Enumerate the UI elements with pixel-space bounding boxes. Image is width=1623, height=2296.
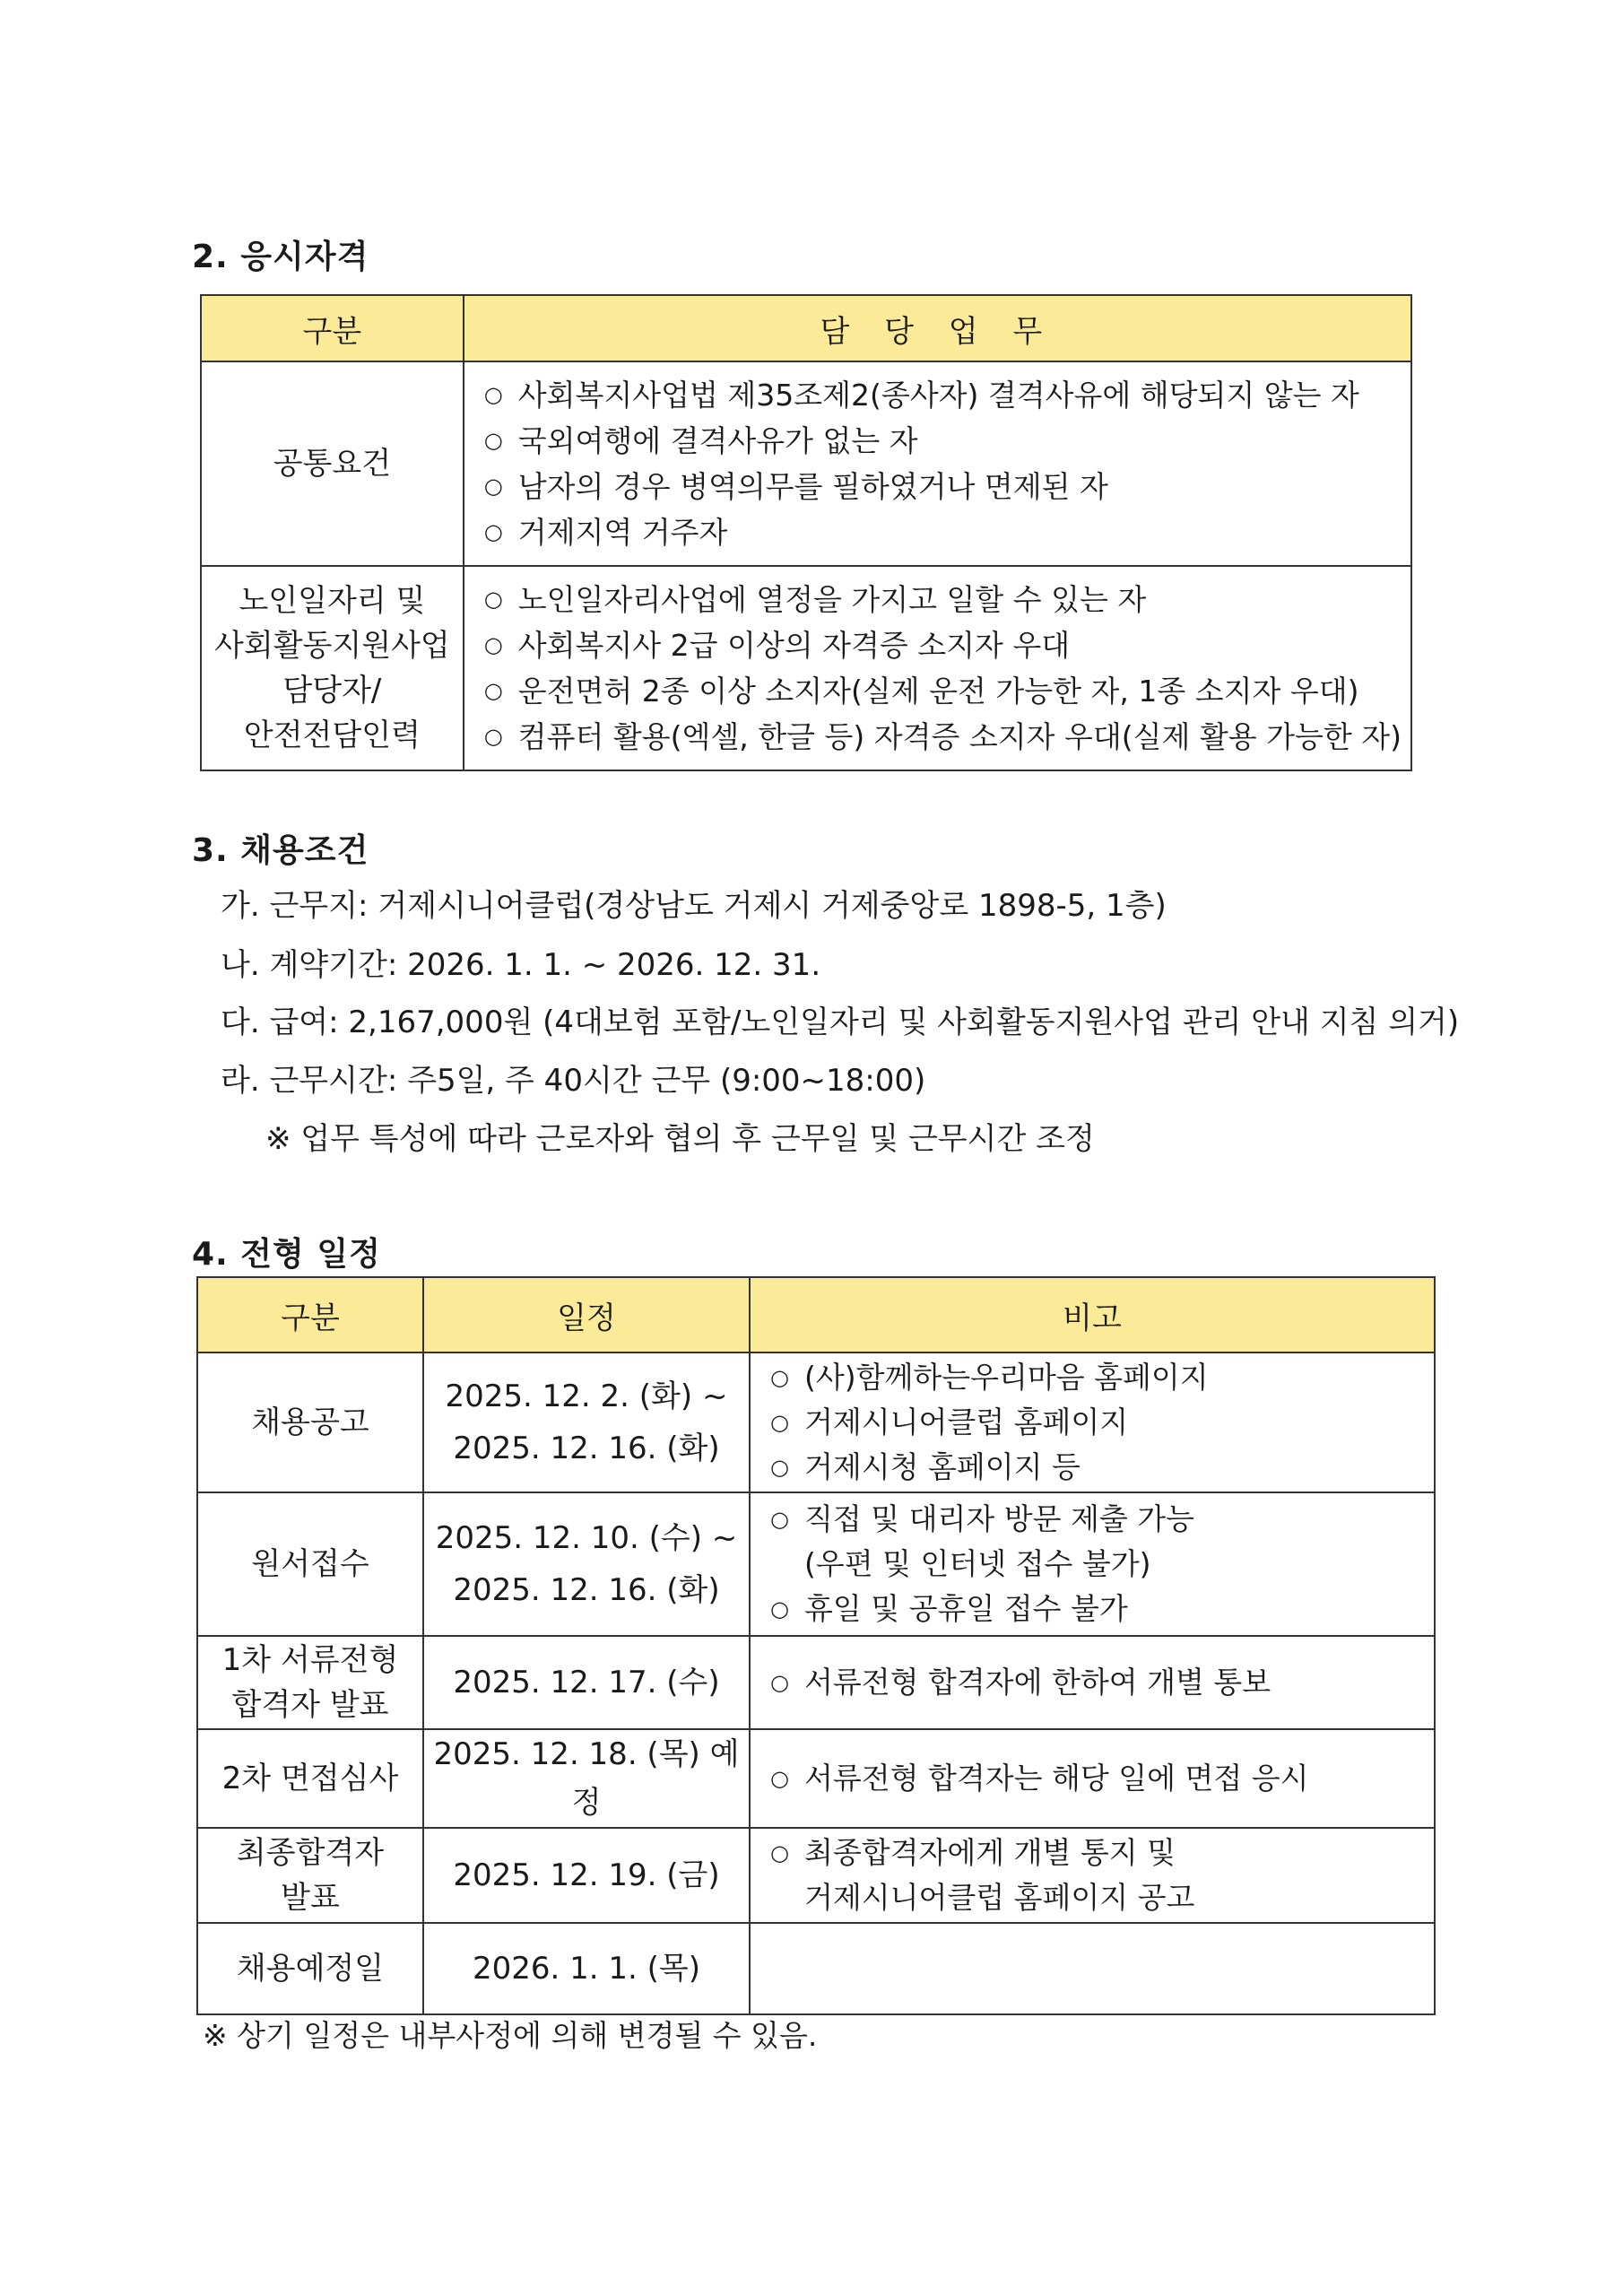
duties-cell xyxy=(464,566,1411,770)
table-row xyxy=(197,1492,1435,1636)
list-item: ○ 거제시니어클럽 홈페이지 xyxy=(770,1400,1425,1445)
schedule-cell: 2025. 12. 17. (수) xyxy=(423,1636,750,1729)
section-2-heading: 2. 응시자격 xyxy=(192,239,369,275)
schedule-cell xyxy=(423,1352,750,1492)
notes-cell xyxy=(750,1828,1435,1923)
category-cell: 2차 면접심사 xyxy=(197,1729,423,1828)
list-item: 거제시니어클럽 홈페이지 공고 xyxy=(804,1880,1195,1915)
category-cell xyxy=(197,1828,423,1923)
category-label: 1차 서류전형 xyxy=(221,1642,399,1678)
table-row xyxy=(197,1729,1435,1828)
header-schedule: 일정 xyxy=(423,1277,750,1352)
schedule-footnote: ※ 상기 일정은 내부사정에 의해 변경될 수 있음. xyxy=(203,2018,818,2053)
category-cell xyxy=(201,361,464,566)
condition-line: 나. 계약기간: 2026. 1. 1. ~ 2026. 12. 31. xyxy=(221,947,821,983)
table-header-row xyxy=(201,295,1411,361)
notes-cell xyxy=(750,1729,1435,1828)
list-item: ○ 노인일자리사업에 열정을 가지고 일할 수 있는 자 xyxy=(484,577,1402,622)
notes-cell xyxy=(750,1923,1435,2014)
category-label: 사회활동지원사업 xyxy=(214,628,450,664)
category-cell xyxy=(201,566,464,770)
eligibility-table xyxy=(200,294,1412,771)
schedule-text: 2025. 12. 10. (수) ~ xyxy=(435,1520,738,1556)
section-4-heading: 4. 전형 일정 xyxy=(192,1236,381,1273)
list-item: ○ 사회복지사업법 제35조제2(종사자) 결격사유에 해당되지 않는 자 xyxy=(484,372,1402,418)
list-item: ○ 남자의 경우 병역의무를 필하였거나 면제된 자 xyxy=(484,464,1402,509)
schedule-table xyxy=(196,1276,1436,2015)
category-label: 발표 xyxy=(281,1880,340,1916)
schedule-text: 2025. 12. 16. (화) xyxy=(453,1572,720,1608)
condition-line: 가. 근무지: 거제시니어클럽(경상남도 거제시 거제중앙로 1898-5, 1층) xyxy=(221,888,1167,924)
list-item: ○ 운전면허 2종 이상 소지자(실제 운전 가능한 자, 1종 소지자 우대) xyxy=(484,668,1402,714)
header-notes: 비고 xyxy=(750,1277,1435,1352)
list-item: (우편 및 인터넷 접수 불가) xyxy=(804,1546,1151,1581)
section-3-heading: 3. 채용조건 xyxy=(192,832,369,869)
schedule-cell: 2025. 12. 19. (금) xyxy=(423,1828,750,1923)
list-item: ○ 서류전형 합격자에 한하여 개별 통보 xyxy=(770,1660,1425,1705)
schedule-cell: 2025. 12. 18. (목) 예정 xyxy=(423,1729,750,1828)
notes-cell xyxy=(750,1492,1435,1636)
header-duties: 담 당 업 무 xyxy=(464,295,1411,361)
duties-cell xyxy=(464,361,1411,566)
category-cell xyxy=(197,1636,423,1729)
table-header-row xyxy=(197,1277,1435,1352)
header-category: 구분 xyxy=(197,1277,423,1352)
category-label: 담당자/ xyxy=(282,673,382,709)
header-category: 구분 xyxy=(201,295,464,361)
list-item: ○ 직접 및 대리자 방문 제출 가능 xyxy=(770,1497,1425,1542)
table-row xyxy=(197,1352,1435,1492)
table-row xyxy=(201,361,1411,566)
notes-cell xyxy=(750,1352,1435,1492)
condition-line: 다. 급여: 2,167,000원 (4대보험 포함/노인일자리 및 사회활동지원사업 관리 안내 지침 의거) xyxy=(221,1004,1460,1040)
table-row xyxy=(197,1636,1435,1729)
list-item: ○ 거제시청 홈페이지 등 xyxy=(770,1445,1425,1490)
table-row xyxy=(197,1923,1435,2014)
category-cell: 채용공고 xyxy=(197,1352,423,1492)
category-label: 노인일자리 및 xyxy=(239,583,426,619)
schedule-cell xyxy=(423,1492,750,1636)
list-item: ○ 거제지역 거주자 xyxy=(484,509,1402,555)
category-label: 합격자 발표 xyxy=(231,1687,389,1723)
list-item: ○ 국외여행에 결격사유가 없는 자 xyxy=(484,418,1402,464)
list-item: ○ 서류전형 합격자는 해당 일에 면접 응시 xyxy=(770,1756,1425,1801)
notes-cell xyxy=(750,1636,1435,1729)
list-item: ○ 컴퓨터 활용(엑셀, 한글 등) 자격증 소지자 우대(실제 활용 가능한 자) xyxy=(484,714,1402,760)
schedule-cell: 2026. 1. 1. (목) xyxy=(423,1923,750,2014)
schedule-text: 2025. 12. 16. (화) xyxy=(453,1431,720,1466)
condition-note: ※ 업무 특성에 따라 근로자와 협의 후 근무일 및 근무시간 조정 xyxy=(265,1121,1095,1157)
category-label: 최종합격자 xyxy=(236,1835,385,1871)
schedule-text: 2025. 12. 2. (화) ~ xyxy=(445,1378,728,1414)
table-row xyxy=(201,566,1411,770)
category-label: 공통요건 xyxy=(273,446,392,482)
list-item: ○ 최종합격자에게 개별 통지 및 xyxy=(770,1831,1425,1875)
list-item: ○ (사)함께하는우리마음 홈페이지 xyxy=(770,1355,1425,1400)
condition-line: 라. 근무시간: 주5일, 주 40시간 근무 (9:00~18:00) xyxy=(221,1063,926,1099)
list-item: ○ 휴일 및 공휴일 접수 불가 xyxy=(770,1587,1425,1631)
table-row xyxy=(197,1828,1435,1923)
category-cell: 채용예정일 xyxy=(197,1923,423,2014)
category-cell: 원서접수 xyxy=(197,1492,423,1636)
list-item: ○ 사회복지사 2급 이상의 자격증 소지자 우대 xyxy=(484,622,1402,668)
category-label: 안전전담인력 xyxy=(243,718,421,753)
